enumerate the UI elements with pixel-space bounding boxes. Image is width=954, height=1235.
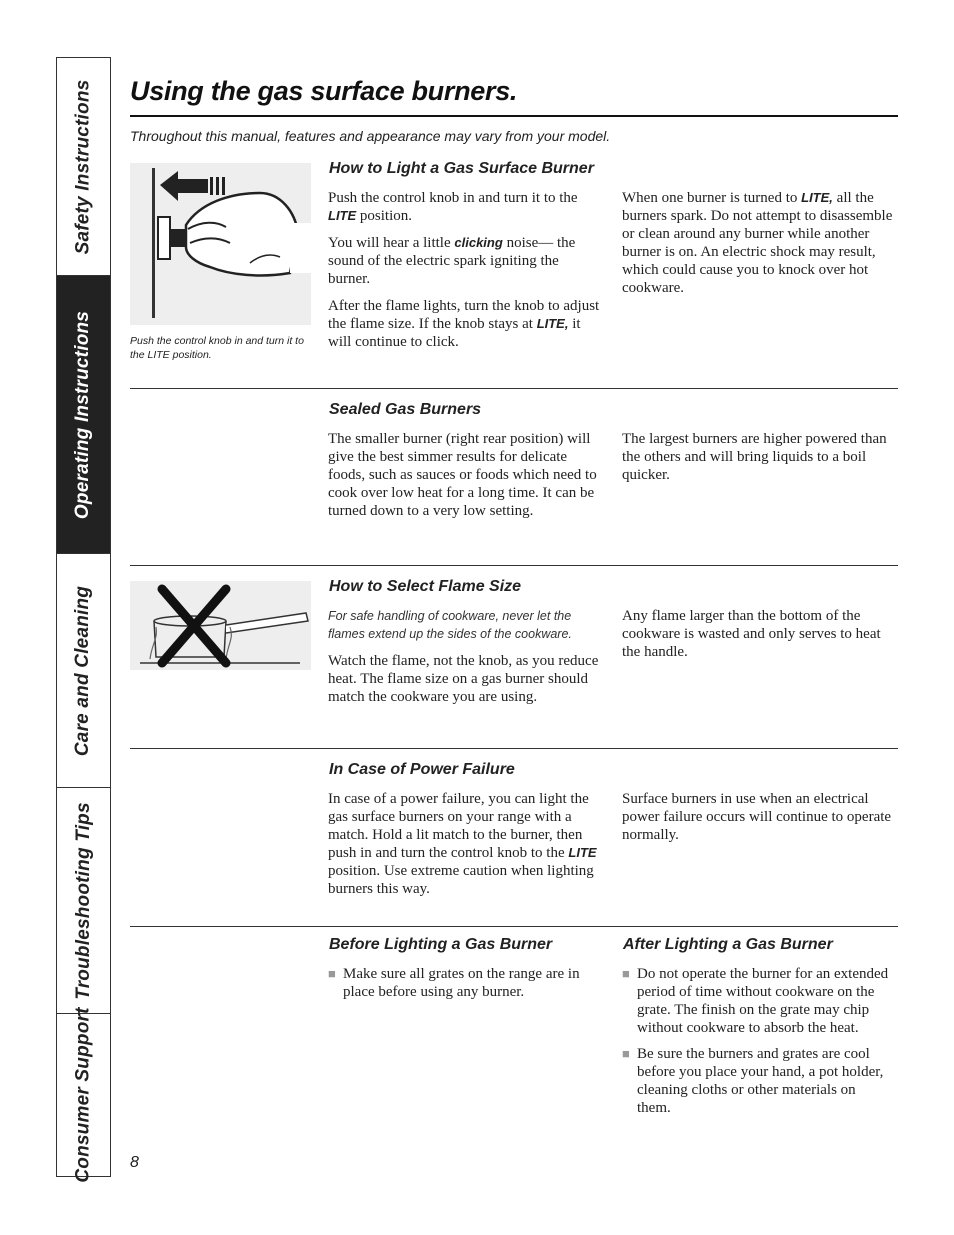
after-lighting-list xyxy=(622,965,890,1125)
section-heading: Before Lighting a Gas Burner xyxy=(329,936,553,953)
section-heading: Sealed Gas Burners xyxy=(329,401,482,418)
knob-illustration xyxy=(130,163,311,325)
section-heading: How to Light a Gas Surface Burner xyxy=(329,160,594,177)
tab-operating-instructions[interactable] xyxy=(57,276,110,554)
tab-troubleshooting-tips[interactable] xyxy=(57,788,110,1014)
list-item: ■ Make sure all grates on the range are in place before using any burner. xyxy=(328,966,580,1000)
section-heading: How to Select Flame Size xyxy=(329,578,522,595)
bullet-square-icon: ■ xyxy=(622,966,630,981)
before-lighting-list xyxy=(328,965,604,1009)
safety-note: For safe handling of cookware, never let the flames extend up the sides of the cookware. xyxy=(328,609,572,641)
list-item: ■ Do not operate the burner for an extended period of time without cookware on the grate. The finish on the grate may chip without cookware to absorb the heat. xyxy=(622,966,889,1036)
tab-label: Consumer Support xyxy=(72,1007,94,1183)
tab-care-and-cleaning[interactable] xyxy=(57,554,110,788)
section3-left-column: For safe handling of cookware, never let the flames extend up the sides of the cookware. Watch the flame, not the knob, as you reduce heat. The flame size on a gas burner should match the cookware you are using. xyxy=(328,607,608,715)
section3-right-column: Any flame larger than the bottom of the cookware is wasted and only serves to heat the handle. xyxy=(622,608,881,660)
tab-consumer-support[interactable] xyxy=(57,1007,110,1183)
section4-right-column: Surface burners in use when an electrical power failure occurs will continue to operate normally. xyxy=(622,791,892,843)
oversized-flame-warning-icon xyxy=(130,581,311,670)
title-rule xyxy=(130,115,898,117)
section-heading: In Case of Power Failure xyxy=(329,761,515,778)
section-divider xyxy=(130,926,898,927)
cookware-illustration xyxy=(130,581,311,670)
section4-left-column: In case of a power failure, you can light the gas surface burners on your range with a match. Hold a lit match to the burner, then push in and turn the control knob to the LITE position. Use extreme caution when lighting burners this way. xyxy=(328,791,597,897)
page-title: Using the gas surface burners. xyxy=(130,76,518,106)
section1-left-column: Push the control knob in and turn it to the LITE position. You will hear a little clicking noise— the sound of the electric spark igniting the burner. After the flame lights, turn the knob to adjust the flame size. If the knob stays at LITE, it will continue to click. xyxy=(328,190,600,350)
section2-left-column: The smaller burner (right rear position) will give the best simmer results for delicate foods, such as sauces or foods which need to cook over low heat for a long time. It can be turned down to a very low setting. xyxy=(328,431,597,519)
intro-text: Throughout this manual, features and appearance may vary from your model. xyxy=(130,128,611,144)
tab-label: Care and Cleaning xyxy=(72,585,94,756)
tab-label: Operating Instructions xyxy=(72,310,94,519)
knob-caption: Push the control knob in and turn it to the LITE position. xyxy=(130,335,304,361)
section-divider xyxy=(130,748,898,749)
section-divider xyxy=(130,388,898,389)
bullet-square-icon: ■ xyxy=(328,966,336,981)
page-number: 8 xyxy=(130,1154,139,1171)
section2-right-column: The largest burners are higher powered than the others and will bring liquids to a boil quicker. xyxy=(622,431,887,483)
tab-safety-instructions[interactable] xyxy=(57,58,110,276)
hand-pushing-knob-icon xyxy=(130,163,311,325)
list-item: ■ Be sure the burners and grates are cool before you place your hand, a pot holder, cleaning cloths or other materials on them. xyxy=(622,1046,884,1116)
section-divider xyxy=(130,565,898,566)
tab-label: Safety Instructions xyxy=(72,79,94,254)
section-tabs xyxy=(56,57,111,1183)
bullet-square-icon: ■ xyxy=(622,1046,630,1061)
section1-right-column: When one burner is turned to LITE, all the burners spark. Do not attempt to disassemble or clean around any burner while another burner is on. An electric shock may result, which could cause you to knock over hot cookware. xyxy=(622,190,893,296)
tab-label: Troubleshooting Tips xyxy=(72,801,94,1000)
section-heading: After Lighting a Gas Burner xyxy=(623,936,833,953)
